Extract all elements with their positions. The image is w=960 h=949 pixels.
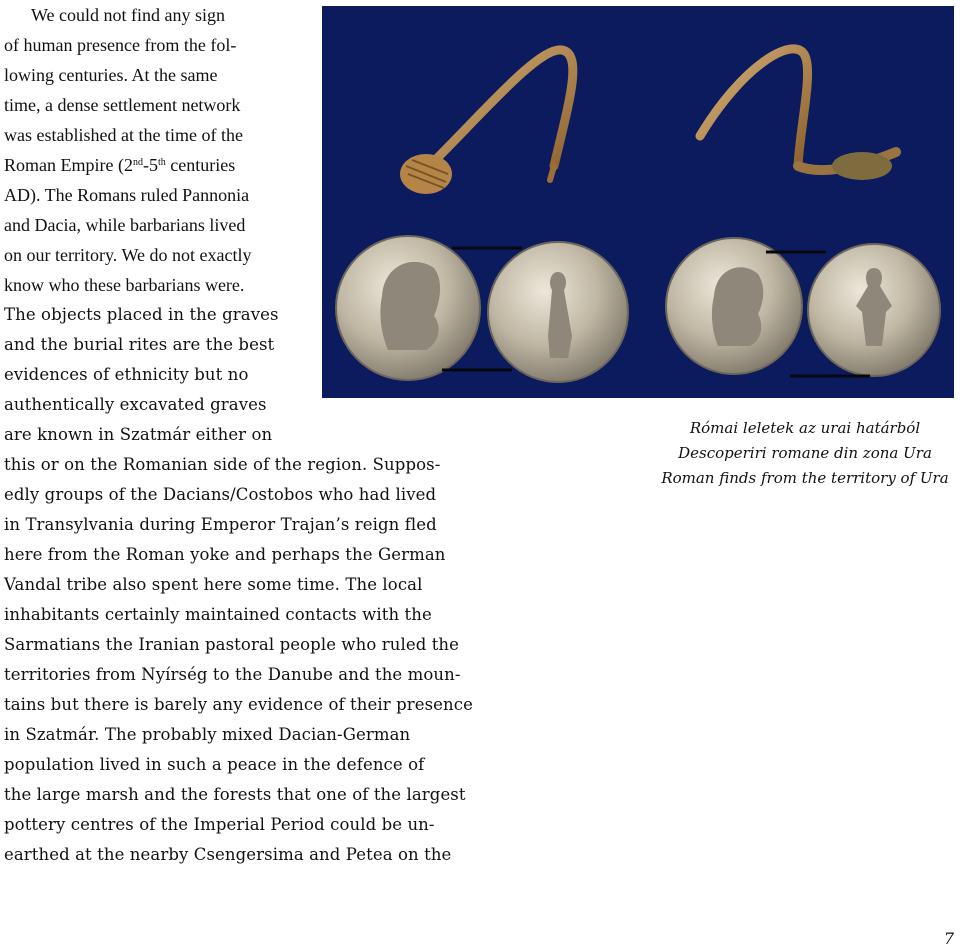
roman-finds-illustration bbox=[322, 6, 954, 398]
text-line: population lived in such a peace in the defence of bbox=[4, 755, 425, 774]
text-line: territories from Nyírség to the Danube and the moun- bbox=[4, 665, 461, 684]
text-segment: -5 bbox=[142, 155, 158, 175]
text-line: know who these barbarians were. bbox=[4, 275, 245, 295]
text-line: inhabitants certainly maintained contacts with the bbox=[4, 605, 432, 624]
text-line: earthed at the nearby Csengersima and Petea on the bbox=[4, 845, 452, 864]
coin-1-obverse bbox=[336, 236, 480, 380]
coin-1-reverse bbox=[488, 242, 628, 382]
text-line: edly groups of the Dacians/Costobos who had lived bbox=[4, 485, 437, 504]
text-line: this or on the Romanian side of the region. Suppos- bbox=[4, 455, 441, 474]
caption-english: Roman finds from the territory of Ura bbox=[661, 469, 949, 487]
roman-finds-photo bbox=[322, 6, 954, 398]
text-line: time, a dense settlement network bbox=[4, 95, 241, 115]
text-line: The objects placed in the graves bbox=[4, 305, 279, 324]
text-line: authentically excavated graves bbox=[4, 395, 267, 414]
text-line: and Dacia, while barbarians lived bbox=[4, 215, 246, 235]
caption-hungarian: Római leletek az urai határból bbox=[689, 419, 921, 437]
text-line: are known in Szatmár either on bbox=[4, 425, 273, 444]
text-line: in Szatmár. The probably mixed Dacian-German bbox=[4, 725, 411, 744]
text-line: Vandal tribe also spent here some time. The local bbox=[4, 575, 423, 594]
text-line: AD). The Romans ruled Pannonia bbox=[4, 185, 250, 205]
text-line: evidences of ethnicity but no bbox=[4, 365, 249, 384]
text-line: was established at the time of the bbox=[4, 125, 243, 145]
text-line: Sarmatians the Iranian pastoral people who ruled the bbox=[4, 635, 460, 654]
text-line: the large marsh and the forests that one of the largest bbox=[4, 785, 466, 804]
text-line: lowing centuries. At the same bbox=[4, 65, 218, 85]
text-line: in Transylvania during Emperor Trajan’s reign fled bbox=[4, 515, 437, 534]
superscript: th bbox=[157, 157, 166, 168]
coin-2-reverse bbox=[808, 244, 940, 376]
page-number: 7 bbox=[943, 929, 954, 948]
text-line: and the burial rites are the best bbox=[4, 335, 275, 354]
text-segment: Roman Empire (2 bbox=[4, 155, 133, 175]
text-line: here from the Roman yoke and perhaps the German bbox=[4, 545, 446, 564]
text-segment: centuries bbox=[165, 155, 236, 175]
caption-romanian: Descoperiri romane din zona Ura bbox=[678, 444, 932, 462]
text-line: pottery centres of the Imperial Period could be un- bbox=[4, 815, 435, 834]
coin-2-obverse bbox=[666, 238, 802, 374]
text-line: tains but there is barely any evidence of their presence bbox=[4, 695, 473, 714]
text-line: on our territory. We do not exactly bbox=[4, 245, 252, 265]
photo-caption bbox=[650, 416, 960, 491]
text-line: of human presence from the fol- bbox=[4, 35, 237, 55]
text-line: We could not find any sign bbox=[31, 5, 226, 25]
superscript: nd bbox=[132, 157, 143, 168]
